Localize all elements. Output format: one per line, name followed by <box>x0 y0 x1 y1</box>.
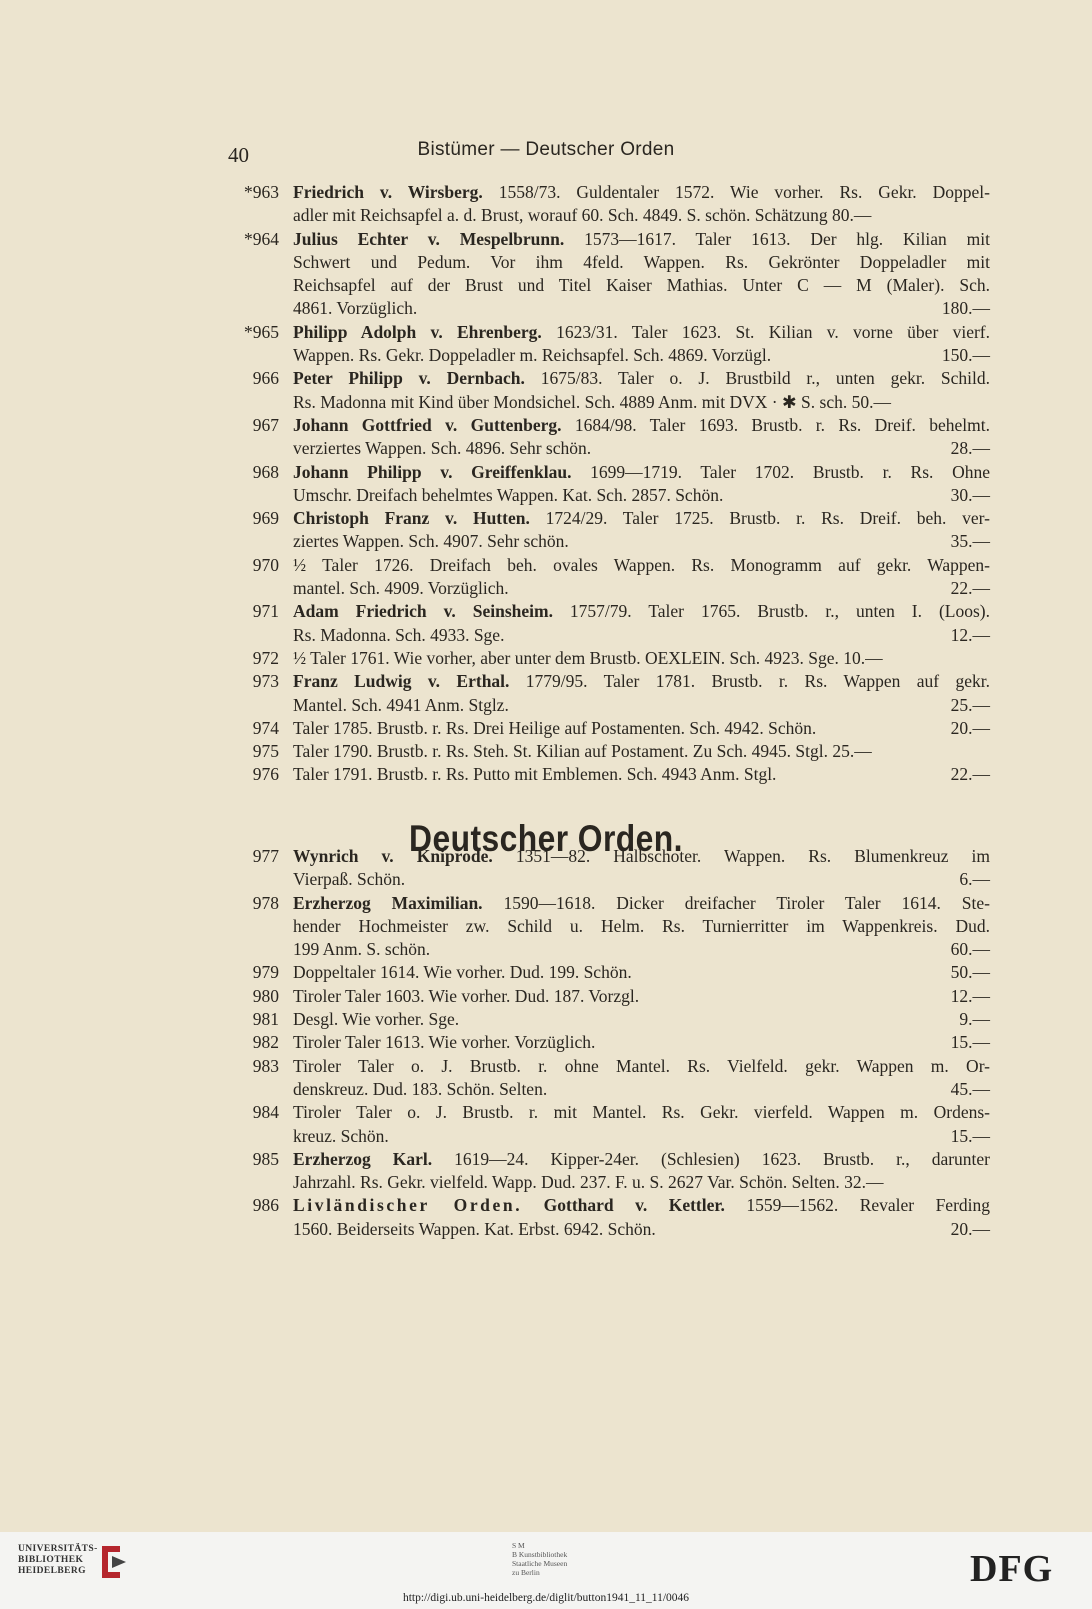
entry-line <box>293 1055 990 1078</box>
lot-number: 968 <box>252 461 279 482</box>
lot-number: 979 <box>252 962 279 983</box>
entry-line <box>293 274 990 297</box>
library-stamp: S M B Kunstbibliothek Staatliche Museen zu Berlin <box>512 1541 568 1577</box>
entry-line <box>293 507 990 530</box>
entry-text: 1560. Beiderseits Wappen. Kat. Erbst. 6942. Schön. <box>293 1218 656 1239</box>
entry-name: Livländischer Orden. <box>293 1195 523 1216</box>
entry-last-line <box>293 1008 990 1031</box>
lot-number: *963 <box>244 182 279 202</box>
catalog-entry <box>236 763 990 786</box>
university-logo-icon <box>98 1542 128 1587</box>
entry-name: Gotthard v. Kettler. <box>543 1195 725 1216</box>
entry-text: verziertes Wappen. Sch. 4896. Sehr schön. <box>293 438 592 459</box>
entry-line <box>293 740 990 763</box>
price: 6.— <box>959 869 990 890</box>
lot-number: 983 <box>252 1055 279 1076</box>
entry-text: denskreuz. Dud. 183. Schön. Selten. <box>293 1078 548 1099</box>
running-header: Bistümer — Deutscher Orden <box>417 139 675 160</box>
entry-line <box>293 1148 990 1171</box>
catalog-entry <box>236 892 990 962</box>
entry-line <box>293 1194 990 1217</box>
catalog-entry <box>236 1101 990 1148</box>
price: 150.— <box>941 345 990 366</box>
entry-text: Tiroler Taler 1603. Wie vorher. Dud. 187. Vorzgl. <box>293 985 640 1006</box>
entry-text: Rs. Madonna mit Kind über Mondsichel. Sch. 4889 Anm. mit DVX · ✱ S. sch. 50.— <box>293 391 891 412</box>
price: 20.— <box>950 717 990 738</box>
entry-last-line <box>293 763 990 786</box>
price: 15.— <box>950 1125 990 1146</box>
entry-line <box>293 600 990 623</box>
entry-text: hender Hochmeister zw. Schild u. Helm. Rs. Turnierritter im Wappenkreis. Dud. <box>293 915 990 936</box>
catalog-entry <box>236 1008 990 1031</box>
lot-number: 966 <box>252 368 279 389</box>
entry-line <box>293 1171 990 1194</box>
entry-text: Tiroler Taler o. J. Brustb. r. ohne Mantel. Rs. Vielfeld. gekr. Wappen m. Or- <box>293 1055 990 1076</box>
lot-number: 970 <box>252 554 279 575</box>
entry-line <box>293 845 990 868</box>
source-url-link[interactable]: http://digi.ub.uni-heidelberg.de/diglit/button1941_11_11/0046 <box>402 1592 690 1604</box>
entry-name: Erzherzog Karl. <box>293 1148 433 1169</box>
entry-text: Rs. Madonna. Sch. 4933. Sge. <box>293 624 505 645</box>
lot-number: 969 <box>252 508 279 529</box>
catalog-entry <box>236 600 990 647</box>
lot-number: 985 <box>252 1148 279 1169</box>
university-library-logo-text: UNIVERSITÄTS- BIBLIOTHEK HEIDELBERG <box>18 1544 98 1576</box>
lot-number: *965 <box>244 321 279 342</box>
entry-text: Tiroler Taler 1613. Wie vorher. Vorzüglich. <box>293 1032 596 1053</box>
entry-last-line <box>293 694 990 717</box>
catalog-entry <box>236 961 990 984</box>
entry-text: 1573—1617. Taler 1613. Der hlg. Kilian mit <box>564 228 990 249</box>
entry-last-line <box>293 577 990 600</box>
entry-text: Taler 1790. Brustb. r. Rs. Steh. St. Kilian auf Postament. Zu Sch. 4945. Stgl. 25.— <box>293 741 872 762</box>
entry-line <box>293 461 990 484</box>
entry-text: Wappen. Rs. Gekr. Doppeladler m. Reichsapfel. Sch. 4869. Vorzügl. <box>293 345 772 366</box>
entry-text: Taler 1785. Brustb. r. Rs. Drei Heilige auf Postamenten. Sch. 4942. Schön. <box>293 717 817 738</box>
entry-line <box>293 181 990 204</box>
entry-last-line <box>293 717 990 740</box>
entry-text: 1558/73. Guldentaler 1572. Wie vorher. Rs. Gekr. Doppel- <box>482 182 990 202</box>
catalog-entry <box>236 554 990 601</box>
lot-number: 980 <box>252 985 279 1006</box>
entry-name: Adam Friedrich v. Seinsheim. <box>293 601 553 622</box>
entry-name: Franz Ludwig v. Erthal. <box>293 671 510 692</box>
entries-bistuemer <box>236 181 990 787</box>
entry-text: Jahrzahl. Rs. Gekr. vielfeld. Wapp. Dud. 237. F. u. S. 2627 Var. Schön. Selten. 32.— <box>293 1172 884 1193</box>
entry-text: adler mit Reichsapfel a. d. Brust, worauf 60. Sch. 4849. S. schön. Schätzung 80.— <box>293 205 872 226</box>
entry-text: 1623/31. Taler 1623. St. Kilian v. vorne über vierf. <box>541 321 990 342</box>
entry-line <box>293 554 990 577</box>
price: 45.— <box>950 1078 990 1099</box>
entry-line <box>293 228 990 251</box>
price: 30.— <box>950 484 990 505</box>
entry-text: Reichsapfel auf der Brust und Titel Kaiser Mathias. Unter C — M (Maler). Sch. <box>293 275 990 296</box>
entry-last-line <box>293 1078 990 1101</box>
price: 180.— <box>941 298 990 319</box>
price: 22.— <box>950 764 990 785</box>
catalog-entry <box>236 1148 990 1195</box>
lot-number: 986 <box>252 1195 279 1216</box>
entry-text: Umschr. Dreifach behelmtes Wappen. Kat. Sch. 2857. Schön. <box>293 484 724 505</box>
catalog-entry <box>236 321 990 368</box>
lot-number: *964 <box>244 228 279 249</box>
price: 12.— <box>950 624 990 645</box>
entry-last-line <box>293 938 990 961</box>
catalog-entry <box>236 1055 990 1102</box>
entry-text: 1351—82. Halbschoter. Wappen. Rs. Blumenkreuz im <box>492 846 991 866</box>
entry-text: 199 Anm. S. schön. <box>293 939 431 960</box>
entry-last-line <box>293 624 990 647</box>
entry-text: Vierpaß. Schön. <box>293 869 406 890</box>
price: 28.— <box>950 438 990 459</box>
catalog-entry <box>236 461 990 508</box>
entry-text: 1684/98. Taler 1693. Brustb. r. Rs. Dreif. behelmt. <box>561 414 990 435</box>
entry-text: Mantel. Sch. 4941 Anm. Stglz. <box>293 694 509 715</box>
catalog-entry <box>236 228 990 321</box>
entry-line <box>293 367 990 390</box>
entry-text: ½ Taler 1726. Dreifach beh. ovales Wappen. Rs. Monogramm auf gekr. Wappen- <box>293 554 990 575</box>
entry-last-line <box>293 297 990 320</box>
lot-number: 972 <box>252 647 279 668</box>
price: 15.— <box>950 1032 990 1053</box>
entries-deutscher-orden <box>236 845 990 1241</box>
lot-number: 967 <box>252 414 279 435</box>
catalog-entry <box>236 367 990 414</box>
entry-text: Tiroler Taler o. J. Brustb. r. mit Mantel. Rs. Gekr. vierfeld. Wappen m. Ordens- <box>293 1102 990 1123</box>
entry-line <box>293 892 990 915</box>
entry-line <box>293 414 990 437</box>
entry-name: Friedrich v. Wirsberg. <box>293 182 483 202</box>
entry-last-line <box>293 985 990 1008</box>
lot-number: 981 <box>252 1009 279 1030</box>
price: 20.— <box>950 1218 990 1239</box>
entry-line <box>293 204 990 227</box>
entry-text: 1619—24. Kipper-24er. (Schlesien) 1623. Brustb. r., darunter <box>432 1148 990 1169</box>
page-number: 40 <box>228 143 249 167</box>
entry-name: Johann Gottfried v. Guttenberg. <box>293 414 562 435</box>
price: 22.— <box>950 578 990 599</box>
lot-number: 973 <box>252 671 279 692</box>
catalog-entry <box>236 985 990 1008</box>
dfg-logo: DFG <box>970 1548 1054 1590</box>
entry-text: kreuz. Schön. <box>293 1125 389 1146</box>
lot-number: 978 <box>252 892 279 913</box>
entry-text: 1559—1562. Revaler Ferding <box>724 1195 991 1216</box>
entry-name: Julius Echter v. Mespelbrunn. <box>293 228 565 249</box>
lot-number: 975 <box>252 741 279 762</box>
entry-line <box>293 251 990 274</box>
catalog-entry <box>236 414 990 461</box>
entry-text: 1757/79. Taler 1765. Brustb. r., unten I. (Loos). <box>552 601 990 622</box>
entry-text: 4861. Vorzüglich. <box>293 298 418 319</box>
entry-name: Peter Philipp v. Dernbach. <box>293 368 525 389</box>
entry-text: 1590—1618. Dicker dreifacher Tiroler Taler 1614. Ste- <box>482 892 990 913</box>
entry-text: 1675/83. Taler o. J. Brustbild r., unten gekr. Schild. <box>524 368 990 389</box>
price: 50.— <box>950 962 990 983</box>
entry-text: ziertes Wappen. Sch. 4907. Sehr schön. <box>293 531 569 552</box>
entry-text: Schwert und Pedum. Vor ihm 4feld. Wappen. Rs. Gekrönter Doppeladler mit <box>293 251 990 272</box>
entry-last-line <box>293 1031 990 1054</box>
lot-number: 976 <box>252 764 279 785</box>
entry-name: Wynrich v. Kniprode. <box>293 846 493 866</box>
price: 9.— <box>959 1009 990 1030</box>
entry-line <box>293 1101 990 1124</box>
entry-text: 1699—1719. Taler 1702. Brustb. r. Rs. Ohne <box>571 461 990 482</box>
entry-last-line <box>293 484 990 507</box>
price: 35.— <box>950 531 990 552</box>
lot-number: 971 <box>252 601 279 622</box>
entry-last-line <box>293 437 990 460</box>
entry-line <box>293 321 990 344</box>
catalog-entry <box>236 1031 990 1054</box>
catalog-entry <box>236 181 990 228</box>
entry-text: Desgl. Wie vorher. Sge. <box>293 1009 460 1030</box>
lot-number: 982 <box>252 1032 279 1053</box>
lot-number: 984 <box>252 1102 279 1123</box>
catalog-entry <box>236 1194 990 1241</box>
catalog-entry <box>236 507 990 554</box>
catalog-entry <box>236 670 990 717</box>
entry-text: 1779/95. Taler 1781. Brustb. r. Rs. Wappen auf gekr. <box>509 671 990 692</box>
entry-text: Doppeltaler 1614. Wie vorher. Dud. 199. Schön. <box>293 962 632 983</box>
entry-text: mantel. Sch. 4909. Vorzüglich. <box>293 578 509 599</box>
catalog-entry <box>236 740 990 763</box>
entry-last-line <box>293 1218 990 1241</box>
catalog-entry <box>236 717 990 740</box>
entry-name: Christoph Franz v. Hutten. <box>293 508 530 529</box>
lot-number: 977 <box>252 846 279 866</box>
entry-line <box>293 670 990 693</box>
entry-name: Johann Philipp v. Greiffenklau. <box>293 461 572 482</box>
lot-number: 974 <box>252 717 279 738</box>
price: 25.— <box>950 694 990 715</box>
section-heading: Deutscher Orden. <box>409 818 683 859</box>
entry-last-line <box>293 868 990 891</box>
entry-text: ½ Taler 1761. Wie vorher, aber unter dem Brustb. OEXLEIN. Sch. 4923. Sge. 10.— <box>293 647 883 668</box>
entry-text: Taler 1791. Brustb. r. Rs. Putto mit Emblemen. Sch. 4943 Anm. Stgl. <box>293 764 777 785</box>
entry-name: Philipp Adolph v. Ehrenberg. <box>293 321 542 342</box>
price: 12.— <box>950 985 990 1006</box>
entry-last-line <box>293 530 990 553</box>
catalog-entry <box>236 845 990 892</box>
entry-line <box>293 915 990 938</box>
entry-last-line <box>293 344 990 367</box>
price: 60.— <box>950 939 990 960</box>
catalog-entry <box>236 647 990 670</box>
entry-line <box>293 647 990 670</box>
entry-line <box>293 391 990 414</box>
entry-name: Erzherzog Maximilian. <box>293 892 483 913</box>
entry-text: 1724/29. Taler 1725. Brustb. r. Rs. Dreif. beh. ver- <box>529 508 990 529</box>
entry-last-line <box>293 961 990 984</box>
entry-last-line <box>293 1125 990 1148</box>
